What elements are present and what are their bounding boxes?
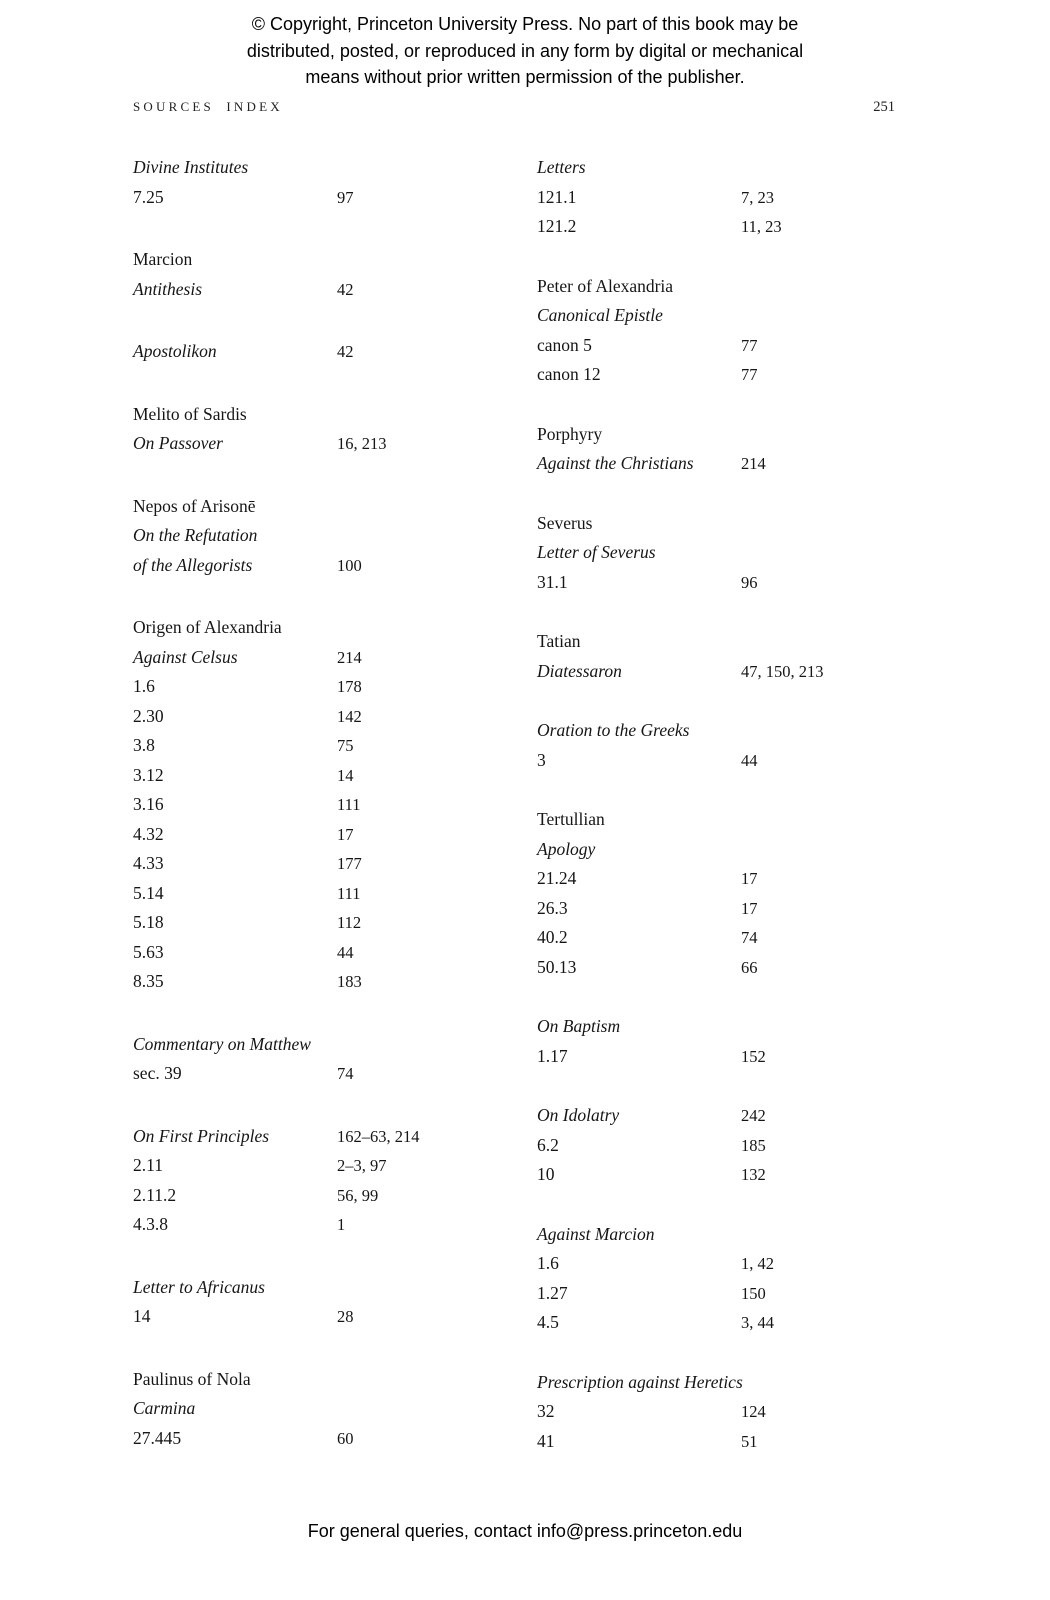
index-entry (133, 337, 533, 367)
entry-pages: 74 (741, 928, 758, 947)
entry-label: 10 (537, 1164, 555, 1184)
index-group (133, 492, 533, 581)
entry-label: On Passover (133, 433, 223, 453)
entry-label: 27.445 (133, 1427, 182, 1448)
index-entry (537, 894, 947, 924)
entry-label: 1.27 (537, 1282, 568, 1303)
index-entry (537, 1101, 947, 1131)
left-column (133, 153, 533, 1453)
entry-label: 3.16 (133, 794, 164, 814)
index-entry (537, 1160, 947, 1190)
index-entry (133, 643, 533, 673)
entry-pages: 111 (337, 795, 361, 814)
index-group (537, 420, 947, 479)
entry-pages: 7, 23 (741, 187, 774, 207)
entry-pages: 185 (741, 1135, 766, 1155)
index-entry (133, 245, 533, 275)
entry-pages: 28 (337, 1307, 354, 1326)
entry-label: Divine Institutes (133, 157, 249, 177)
entry-label: Apology (537, 838, 596, 859)
entry-label: Against the Christians (537, 453, 694, 473)
entry-pages: 17 (337, 824, 354, 844)
entry-pages: 16, 213 (337, 434, 387, 453)
entry-label: On Idolatry (537, 1105, 620, 1125)
index-entry (133, 1424, 533, 1454)
index-entry (133, 1151, 533, 1181)
entry-label: of the Allegorists (133, 554, 253, 575)
entry-pages: 44 (337, 942, 354, 962)
entry-pages: 183 (337, 972, 362, 991)
index-entry (133, 613, 533, 643)
index-group (133, 1030, 533, 1089)
entry-pages: 124 (741, 1402, 766, 1421)
index-entry (133, 492, 533, 522)
index-entry (133, 275, 533, 305)
entry-label: 4.3.8 (133, 1214, 168, 1234)
entry-label: 5.18 (133, 912, 164, 932)
index-group (537, 1101, 947, 1190)
copyright-line: distributed, posted, or reproduced in any form by digital or mechanical (246, 40, 804, 61)
copyright-line: means without prior written permission of the publisher. (305, 67, 745, 87)
entry-label: Paulinus of Nola (133, 1368, 251, 1389)
index-entry (537, 627, 947, 657)
entry-pages: 162–63, 214 (337, 1126, 420, 1146)
index-entry (537, 272, 947, 302)
index-entry (537, 953, 947, 983)
index-entry (537, 360, 947, 390)
index-entry (133, 521, 533, 551)
index-entry (133, 908, 533, 938)
entry-label: canon 5 (537, 334, 592, 355)
index-entry (537, 1220, 947, 1250)
entry-label: 5.14 (133, 882, 164, 903)
entry-pages: 132 (741, 1165, 766, 1184)
index-entry (537, 331, 947, 361)
entry-label: Tatian (537, 631, 581, 651)
index-entry (133, 938, 533, 968)
index-entry (537, 509, 947, 539)
index-group (133, 613, 533, 997)
index-entry (133, 1181, 533, 1211)
entry-label: Severus (537, 512, 593, 533)
index-group (537, 272, 947, 390)
entry-label: Peter of Alexandria (537, 275, 674, 296)
entry-pages: 42 (337, 342, 354, 361)
entry-label: Against Celsus (133, 646, 238, 667)
entry-label: Oration to the Greeks (537, 720, 690, 740)
index-entry (537, 657, 947, 687)
index-entry (537, 864, 947, 894)
index-entry (133, 879, 533, 909)
entry-label: 1.6 (537, 1253, 559, 1273)
entry-label: 7.25 (133, 186, 164, 207)
entry-pages: 42 (337, 279, 354, 299)
index-entry (537, 805, 947, 835)
entry-label: canon 12 (537, 364, 601, 384)
entry-label: Carmina (133, 1398, 196, 1418)
index-entry (537, 1131, 947, 1161)
index-group (537, 1220, 947, 1338)
index-entry (133, 1210, 533, 1240)
index-entry (133, 153, 533, 183)
entry-label: 50.13 (537, 956, 577, 977)
entry-pages: 77 (741, 365, 758, 384)
entry-pages: 152 (741, 1046, 766, 1066)
entry-pages: 178 (337, 677, 362, 696)
index-group (133, 1365, 533, 1454)
index-group (537, 805, 947, 982)
index-group (133, 400, 533, 459)
entry-label: Porphyry (537, 423, 603, 444)
entry-label: 40.2 (537, 927, 568, 947)
index-entry (537, 1012, 947, 1042)
index-entry (537, 538, 947, 568)
entry-pages: 1 (337, 1215, 346, 1234)
entry-label: 32 (537, 1401, 555, 1421)
index-group (537, 153, 947, 242)
index-entry (133, 790, 533, 820)
entry-label: 5.63 (133, 941, 164, 962)
entry-label: Letter of Severus (537, 542, 656, 562)
entry-pages: 2–3, 97 (337, 1156, 387, 1175)
index-entry (537, 1249, 947, 1279)
index-entry (133, 1302, 533, 1332)
entry-pages: 66 (741, 957, 758, 977)
index-group (537, 627, 947, 686)
index-entry (133, 849, 533, 879)
index-group (133, 337, 533, 367)
entry-pages: 214 (741, 454, 766, 473)
entry-pages: 150 (741, 1283, 766, 1303)
entry-pages: 100 (337, 555, 362, 575)
index-entry (133, 1122, 533, 1152)
entry-label: sec. 39 (133, 1063, 182, 1083)
entry-label: Melito of Sardis (133, 403, 247, 424)
entry-pages: 74 (337, 1064, 354, 1083)
entry-pages: 56, 99 (337, 1185, 379, 1205)
entry-label: 31.1 (537, 571, 568, 592)
entry-label: Prescription against Heretics (537, 1371, 743, 1392)
entry-label: 1.17 (537, 1045, 568, 1066)
index-entry (133, 400, 533, 430)
index-entry (133, 702, 533, 732)
copyright-notice (0, 11, 1050, 91)
entry-label: 6.2 (537, 1134, 559, 1155)
index-group (133, 245, 533, 304)
index-entry (537, 212, 947, 242)
entry-label: Commentary on Matthew (133, 1033, 311, 1054)
entry-label: Canonical Epistle (537, 305, 663, 325)
entry-pages: 75 (337, 736, 354, 755)
index-entry (133, 1059, 533, 1089)
index-group (133, 1122, 533, 1240)
index-group (537, 1012, 947, 1071)
page-header (133, 99, 895, 116)
entry-pages: 14 (337, 765, 354, 785)
entry-pages: 111 (337, 883, 361, 903)
entry-label: Antithesis (133, 278, 203, 299)
entry-pages: 44 (741, 750, 758, 770)
index-entry (133, 429, 533, 459)
entry-label: 2.11 (133, 1155, 163, 1175)
index-entry (537, 301, 947, 331)
index-entry (537, 835, 947, 865)
index-group (537, 1368, 947, 1457)
index-entry (133, 731, 533, 761)
index-entry (133, 1365, 533, 1395)
index-entry (133, 1273, 533, 1303)
copyright-line: © Copyright, Princeton University Press. No part of this book may be (251, 14, 799, 34)
entry-label: 3 (537, 749, 546, 770)
entry-label: 4.32 (133, 823, 164, 844)
entry-pages: 142 (337, 706, 362, 726)
entry-label: 121.1 (537, 186, 577, 207)
index-entry (537, 1042, 947, 1072)
entry-label: Apostolikon (133, 341, 217, 361)
entry-label: On First Principles (133, 1125, 270, 1146)
index-entry (133, 672, 533, 702)
entry-label: Diatessaron (537, 660, 622, 681)
index-entry (537, 420, 947, 450)
index-entry (133, 761, 533, 791)
entry-label: 2.11.2 (133, 1184, 177, 1205)
entry-label: 1.6 (133, 676, 155, 696)
entry-label: 3.12 (133, 764, 164, 785)
entry-pages: 96 (741, 572, 758, 592)
entry-label: 4.5 (537, 1312, 559, 1332)
footer-queries: For general queries, contact info@press.princeton.edu (307, 1521, 743, 1541)
right-column (537, 153, 947, 1456)
entry-pages: 11, 23 (741, 217, 782, 236)
entry-pages: 51 (741, 1431, 758, 1451)
entry-pages: 242 (741, 1106, 766, 1125)
entry-label: Tertullian (537, 809, 605, 829)
entry-label: 26.3 (537, 897, 568, 918)
entry-pages: 77 (741, 335, 758, 355)
index-group (537, 716, 947, 775)
entry-label: 21.24 (537, 868, 577, 888)
index-entry (537, 153, 947, 183)
index-entry (537, 1279, 947, 1309)
index-entry (537, 568, 947, 598)
index-entry (133, 551, 533, 581)
entry-label: Nepos of Arisonē (133, 495, 256, 516)
index-entry (537, 1308, 947, 1338)
entry-pages: 17 (741, 869, 758, 888)
index-entry (133, 967, 533, 997)
index-entry (133, 1030, 533, 1060)
entry-label: On Baptism (537, 1016, 621, 1036)
entry-label: Origen of Alexandria (133, 617, 282, 637)
entry-label: On the Refutation (133, 525, 258, 545)
entry-label: 4.33 (133, 853, 164, 873)
index-entry (133, 183, 533, 213)
index-entry (537, 923, 947, 953)
entry-pages: 60 (337, 1428, 354, 1448)
index-entry (537, 1368, 947, 1398)
entry-label: 2.30 (133, 705, 164, 726)
index-entry (537, 746, 947, 776)
entry-label: Letter to Africanus (133, 1276, 265, 1297)
entry-label: 3.8 (133, 735, 155, 755)
index-entry (537, 1427, 947, 1457)
running-head: SOURCES INDEX (133, 99, 283, 114)
index-entry (537, 183, 947, 213)
entry-pages: 177 (337, 854, 362, 873)
entry-label: 14 (133, 1306, 151, 1326)
index-entry (133, 820, 533, 850)
entry-pages: 112 (337, 913, 362, 932)
index-group (133, 153, 533, 212)
entry-label: 8.35 (133, 971, 164, 991)
entry-pages: 214 (337, 647, 362, 667)
entry-pages: 17 (741, 898, 758, 918)
page-number: 251 (873, 99, 895, 115)
entry-pages: 47, 150, 213 (741, 661, 824, 681)
entry-label: 41 (537, 1430, 555, 1451)
entry-pages: 3, 44 (741, 1313, 774, 1332)
entry-pages: 97 (337, 187, 354, 207)
entry-pages: 1, 42 (741, 1254, 774, 1273)
index-entry (537, 716, 947, 746)
entry-label: Against Marcion (537, 1223, 655, 1244)
entry-label: Marcion (133, 249, 193, 269)
index-entry (537, 1397, 947, 1427)
entry-label: 121.2 (537, 216, 577, 236)
entry-label: Letters (537, 157, 586, 177)
index-group (133, 1273, 533, 1332)
index-entry (133, 1394, 533, 1424)
index-entry (537, 449, 947, 479)
index-group (537, 509, 947, 598)
